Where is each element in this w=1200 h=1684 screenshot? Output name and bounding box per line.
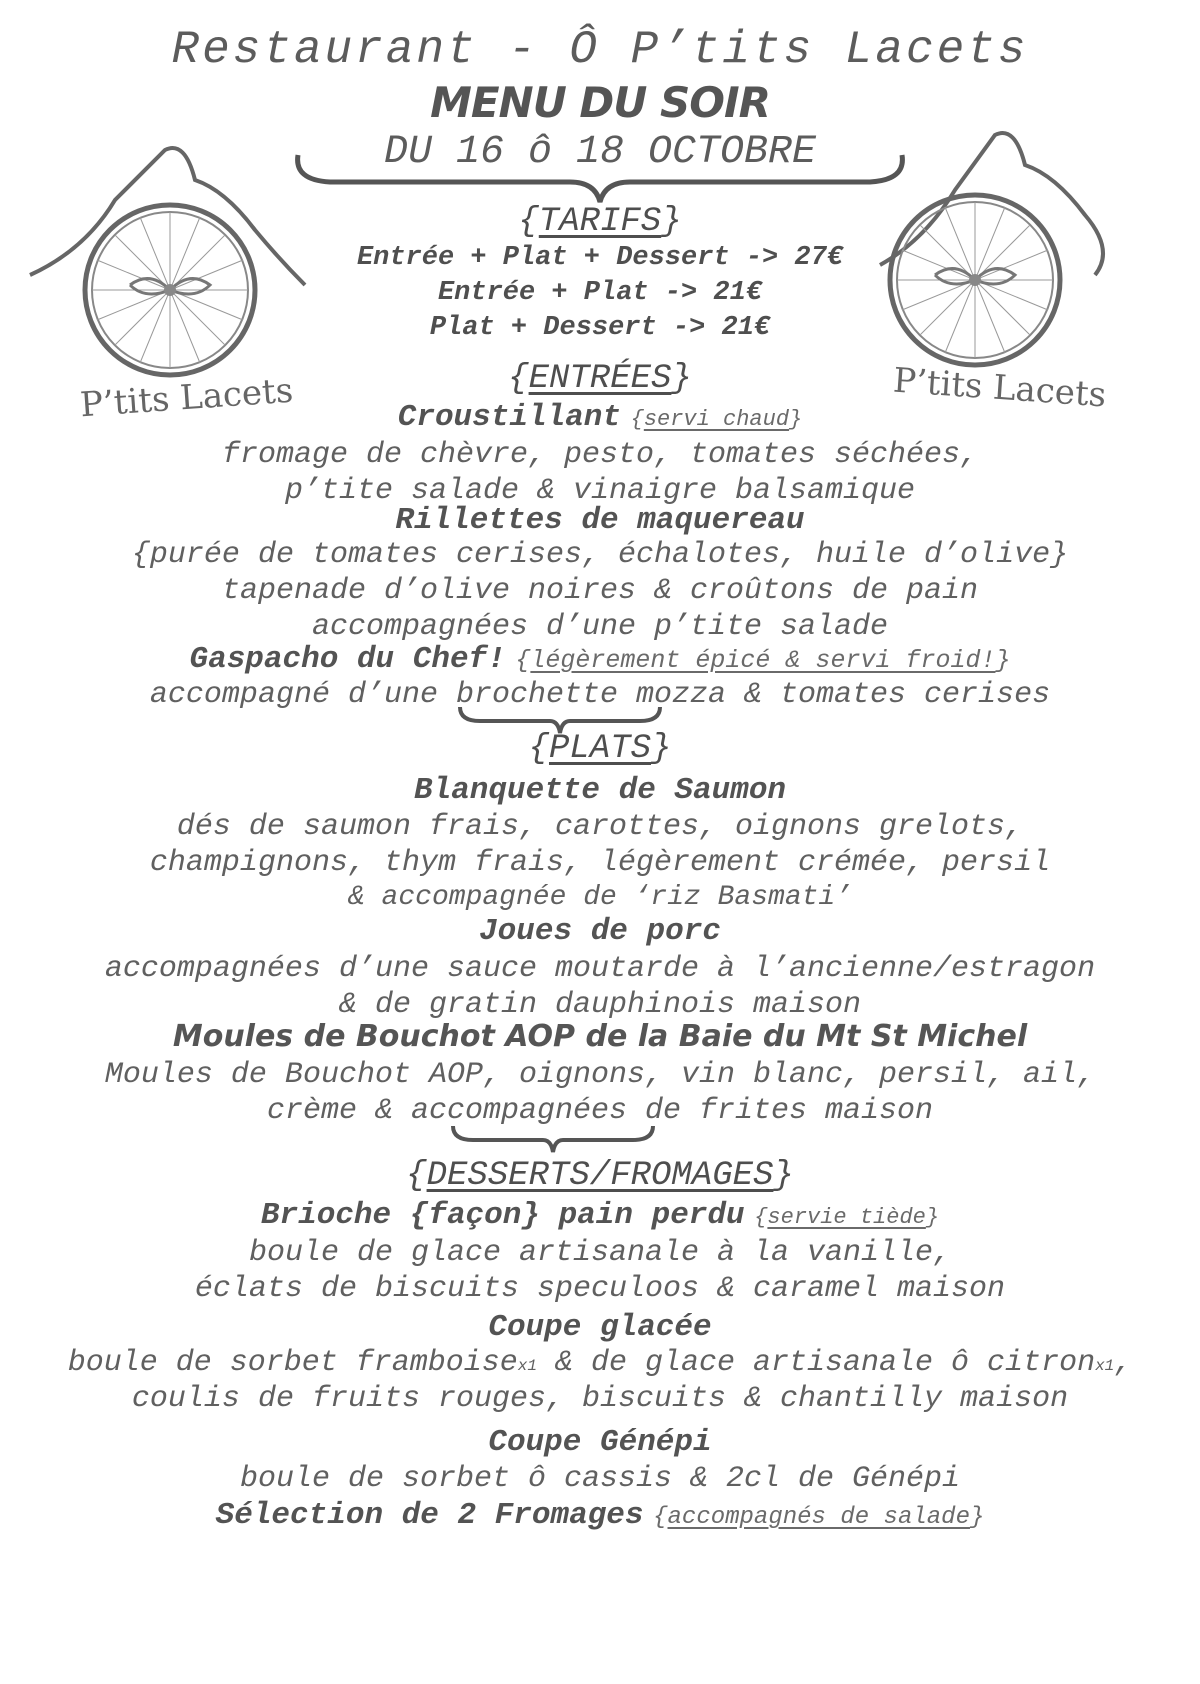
dish-joues-de-porc: Joues de porc: [479, 914, 721, 949]
tarif-line: Plat + Dessert -> 21€: [429, 313, 771, 343]
dish-description: boule de glace artisanale à la vanille,: [248, 1236, 952, 1270]
dish-description: Moules de Bouchot AOP, oignons, vin blanc, persil, ail,: [104, 1058, 1096, 1092]
tarif-line: Entrée + Plat + Dessert -> 27€: [356, 243, 844, 273]
dish-description: fromage de chèvre, pesto, tomates séchées,: [221, 438, 979, 472]
header-brace-decoration: [290, 150, 910, 205]
dish-description: coulis de fruits rouges, biscuits & chantilly maison: [131, 1382, 1069, 1416]
dish-description: éclats de biscuits speculoos & caramel maison: [194, 1272, 1006, 1306]
dish-brioche: Brioche {façon} pain perdu {servie tiède}: [260, 1198, 940, 1233]
dish-blanquette: Blanquette de Saumon: [413, 773, 787, 808]
tarif-line: Entrée + Plat -> 21€: [437, 278, 763, 308]
dish-description: boule de sorbet framboisex1 & de glace artisanale ô citronx1,: [67, 1346, 1133, 1380]
menu-dates: DU 16 ô 18 OCTOBRE: [383, 130, 817, 175]
dish-description: crème & accompagnées de frites maison: [266, 1094, 934, 1128]
dish-croustillant: Croustillant {servi chaud}: [397, 400, 803, 435]
entrees-heading: {ENTRÉES}: [508, 360, 692, 398]
section-brace-decoration: [448, 1124, 658, 1154]
plats-heading: {PLATS}: [528, 730, 672, 768]
logo-text-right: P’tits Lacets: [891, 360, 1108, 416]
dish-coupe-glacee: Coupe glacée: [488, 1310, 712, 1345]
restaurant-name: Restaurant - Ô P’tits Lacets: [171, 24, 1029, 76]
dish-description: champignons, thym frais, légèrement crémée, persil: [149, 846, 1051, 880]
dish-coupe-genepi: Coupe Génépi: [488, 1425, 712, 1460]
dish-description: accompagnées d’une p’tite salade: [311, 610, 889, 644]
dish-description: tapenade d’olive noires & croûtons de pain: [221, 574, 979, 608]
dish-description: boule de sorbet ô cassis & 2cl de Génépi: [239, 1462, 961, 1496]
dish-description: dés de saumon frais, carottes, oignons grelots,: [176, 810, 1024, 844]
dish-description: & de gratin dauphinois maison: [338, 988, 862, 1022]
dish-description: accompagnées d’une sauce moutarde à l’ancienne/estragon: [104, 952, 1096, 986]
dish-description: p’tite salade & vinaigre balsamique: [284, 474, 916, 508]
dish-gaspacho: Gaspacho du Chef! {légèrement épicé & servi froid!}: [189, 642, 1011, 677]
desserts-heading: {DESSERTS/FROMAGES}: [406, 1157, 794, 1195]
tarifs-heading: {TARIFS}: [518, 203, 682, 241]
menu-title: MENU DU SOIR: [430, 78, 770, 127]
dish-fromages: Sélection de 2 Fromages {accompagnés de salade}: [215, 1498, 985, 1533]
dish-description: & accompagnée de ‘riz Basmati’: [347, 882, 853, 913]
dish-description: accompagné d’une brochette mozza & tomates cerises: [149, 678, 1051, 712]
dish-rillettes: Rillettes de maquereau: [395, 503, 805, 538]
dish-moules: Moules de Bouchot AOP de la Baie du Mt St Michel: [172, 1019, 1028, 1054]
logo-text-left: P’tits Lacets: [78, 370, 295, 426]
dish-description: {purée de tomates cerises, échalotes, huile d’olive}: [131, 538, 1069, 572]
